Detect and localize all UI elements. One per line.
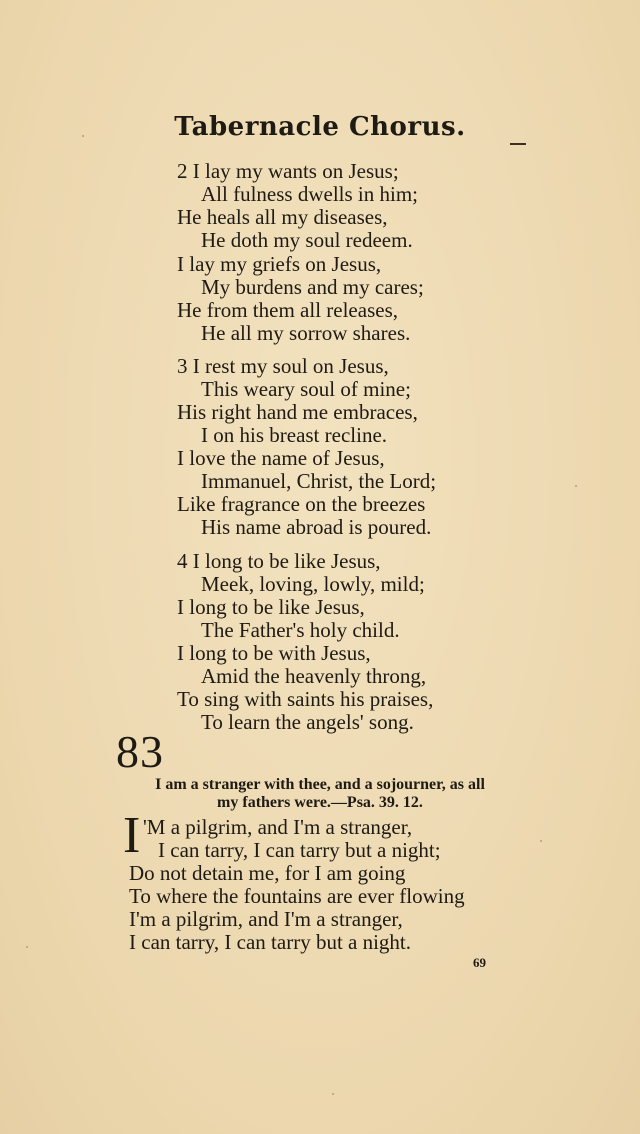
verse-line: I long to be with Jesus,: [177, 641, 371, 665]
paper-speck: [575, 485, 577, 487]
verse-line: His name abroad is poured.: [201, 515, 432, 539]
verse-line: He all my sorrow shares.: [201, 321, 411, 345]
hymn-line: 'M a pilgrim, and I'm a stranger,: [143, 815, 413, 839]
verse-line: 4 I long to be like Jesus,: [177, 549, 381, 573]
hymn-line: I'm a pilgrim, and I'm a stranger,: [129, 907, 403, 931]
hymn-line: To where the fountains are ever flowing: [129, 884, 465, 908]
verse-line: Like fragrance on the breezes: [177, 492, 426, 516]
verse-line: Amid the heavenly throng,: [201, 664, 427, 688]
verse-line: I long to be like Jesus,: [177, 595, 365, 619]
hymn-line: I can tarry, I can tarry but a night.: [129, 930, 412, 954]
verse-line: To learn the angels' song.: [201, 710, 414, 734]
verse-line: All fulness dwells in him;: [201, 182, 418, 206]
hymn-line: Do not detain me, for I am going: [129, 861, 406, 885]
hymn-number: 83: [116, 726, 164, 777]
epigraph-line: I am a stranger with thee, and a sojourner, as all: [155, 776, 485, 793]
verse-line: This weary soul of mine;: [201, 377, 411, 401]
verse-line: 3 I rest my soul on Jesus,: [177, 354, 389, 378]
verse-line: 2 I lay my wants on Jesus;: [177, 159, 399, 183]
paper-speck: [540, 840, 542, 842]
epigraph-line: my fathers were.—Psa. 39. 12.: [217, 794, 423, 811]
verse-line: He heals all my diseases,: [177, 205, 388, 229]
drop-cap: I: [123, 807, 141, 864]
verse-line: To sing with saints his praises,: [177, 687, 434, 711]
verse-line: His right hand me embraces,: [177, 400, 418, 424]
verse-line: Immanuel, Christ, the Lord;: [201, 469, 437, 493]
verse-line: I lay my griefs on Jesus,: [177, 252, 382, 276]
paper-speck: [332, 1093, 334, 1095]
verse-line: I on his breast recline.: [201, 423, 388, 447]
verse-line: I love the name of Jesus,: [177, 446, 385, 470]
hymn-line: I can tarry, I can tarry but a night;: [158, 838, 441, 862]
paper-speck: [26, 946, 28, 948]
header-rule: [510, 143, 526, 145]
verse-line: My burdens and my cares;: [201, 275, 424, 299]
page-number: 69: [473, 955, 486, 970]
paper-speck: [82, 135, 84, 137]
verse-line: He doth my soul redeem.: [201, 228, 413, 252]
page-title: Tabernacle Chorus.: [174, 112, 466, 142]
verse-line: He from them all releases,: [177, 298, 398, 322]
verse-line: Meek, loving, lowly, mild;: [201, 572, 425, 596]
verse-line: The Father's holy child.: [201, 618, 400, 642]
